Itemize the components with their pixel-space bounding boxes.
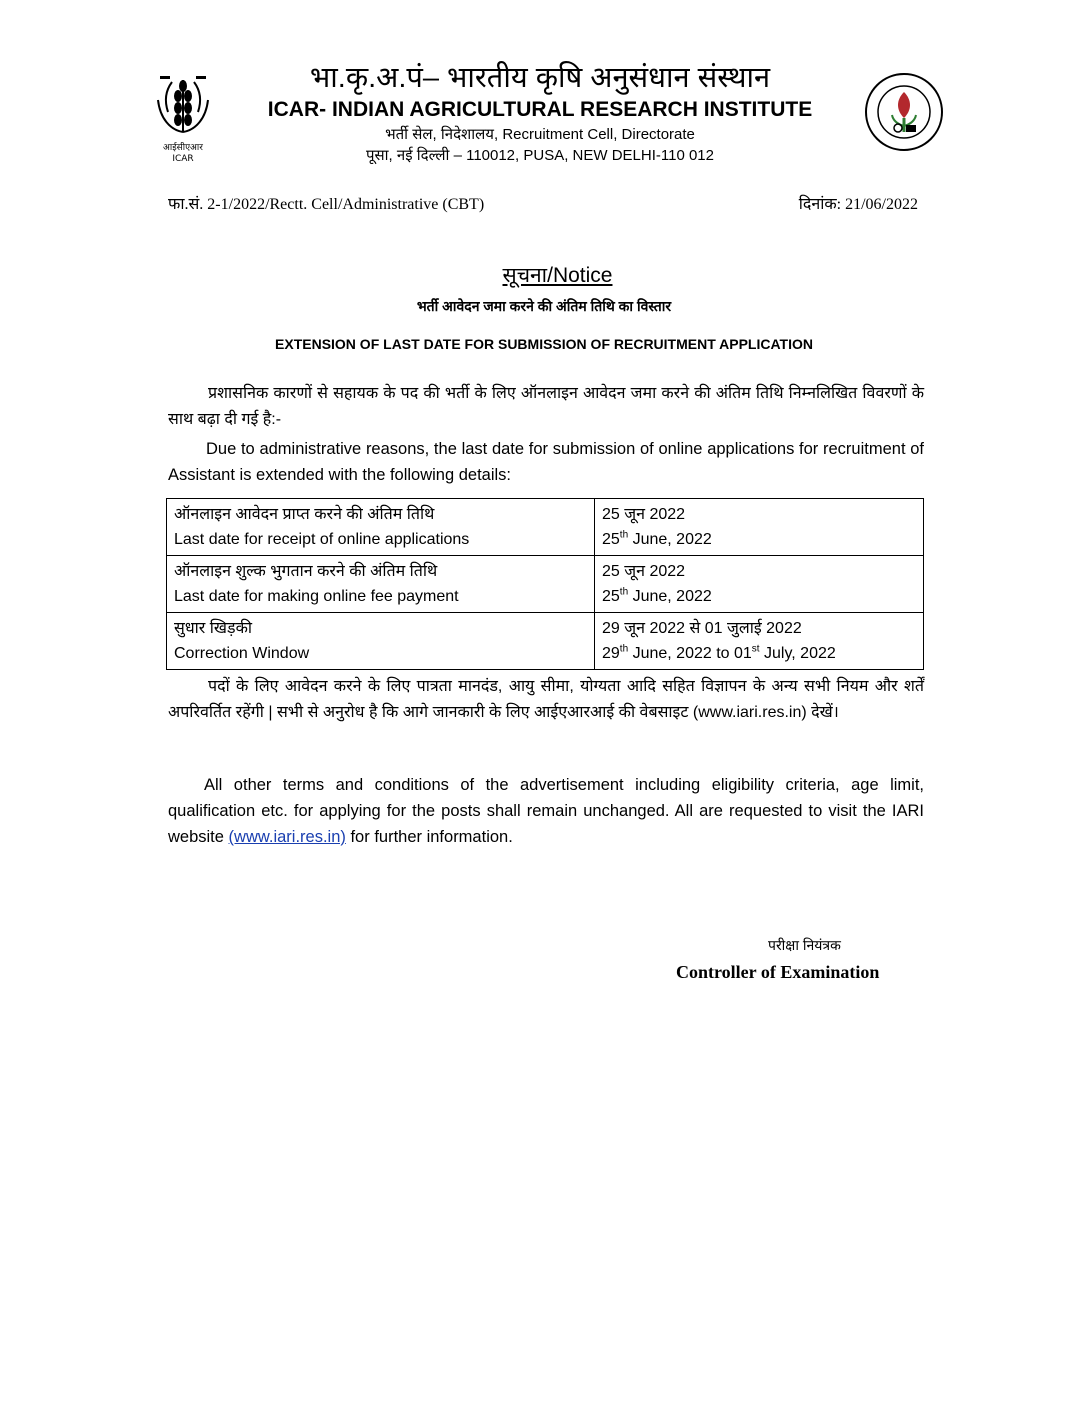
svg-text:ICAR: ICAR (172, 154, 194, 164)
notice-title: सूचना/Notice (502, 264, 613, 287)
table-cell-label (167, 499, 595, 556)
institute-english-title: ICAR- INDIAN AGRICULTURAL RESEARCH INSTITUTE (267, 98, 813, 121)
notice-hindi-subtitle: भर्ती आवेदन जमा करने की अंतिम तिथि का विस्तार (416, 298, 672, 314)
table-cell-value (595, 499, 924, 556)
value-english: 25th June, 2022 (602, 529, 712, 548)
table-cell-label (167, 556, 595, 613)
table-row (167, 556, 924, 613)
table-cell-value (595, 556, 924, 613)
reference-number: फा.सं. 2-1/2022/Rectt. Cell/Administrative (CBT) (168, 196, 485, 213)
hindi-paragraph-1: प्रशासनिक कारणों से सहायक के पद की भर्ती के लिए ऑनलाइन आवेदन जमा करने की अंतिम तिथि निम्नलिखित विवरणों के साथ बढ़ा दी गई है:- (168, 385, 924, 428)
table-row (167, 499, 924, 556)
notice-date: दिनांक: 21/06/2022 (798, 196, 918, 213)
address-line: पूसा, नई दिल्ली – 110012, PUSA, NEW DELHI-110 012 (366, 147, 714, 164)
table-row (167, 613, 924, 670)
iari-seal-icon (864, 70, 944, 154)
value-hindi: 29 जून 2022 से 01 जुलाई 2022 (602, 620, 802, 637)
hindi-paragraph-2: पदों के लिए आवेदन करने के लिए पात्रता मानदंड, आयु सीमा, योग्यता आदि सहित विज्ञापन के अन्य सभी नियम और शर्तें अपरिवर्तित रहेंगी | सभी से अनुरोध है कि आगे जानकारी के लिए आईएआरआई की वेबसाइट (www.iari.res.in) देखें। (168, 678, 924, 721)
english-paragraph-1: Due to administrative reasons, the last date for submission of online applications for recruitment of Assistant is extended with the following details: (168, 440, 924, 484)
value-hindi: 25 जून 2022 (602, 506, 686, 523)
value-english: 29th June, 2022 to 01st July, 2022 (602, 643, 836, 662)
english-paragraph-2: All other terms and conditions of the advertisement including eligibility criteria, age limit, qualification etc. for applying for the posts shall remain unchanged. All are requested to visit the IARI website (www.iari.res.in) for further information. (168, 776, 924, 846)
iari-website-link[interactable]: (www.iari.res.in) (228, 828, 346, 846)
notice-english-subtitle: EXTENSION OF LAST DATE FOR SUBMISSION OF RECRUITMENT APPLICATION (275, 336, 813, 352)
table-cell-value (595, 613, 924, 670)
label-hindi: सुधार खिड़की (174, 620, 253, 637)
label-english: Last date for receipt of online applications (174, 531, 470, 548)
svg-text:आईसीएआर: आईसीएआर (163, 143, 203, 153)
table-cell-label (167, 613, 595, 670)
wheat-emblem-icon (152, 70, 214, 166)
label-english: Correction Window (174, 645, 310, 662)
value-english: 25th June, 2022 (602, 586, 712, 605)
label-english: Last date for making online fee payment (174, 588, 459, 605)
icar-logo (152, 70, 214, 166)
iari-logo (864, 70, 944, 154)
signatory-english: Controller of Examination (676, 962, 880, 982)
label-hindi: ऑनलाइन आवेदन प्राप्त करने की अंतिम तिथि (174, 506, 435, 523)
recruitment-cell-line: भर्ती सेल, निदेशालय, Recruitment Cell, Directorate (385, 126, 695, 143)
signatory-hindi: परीक्षा नियंत्रक (768, 937, 841, 953)
value-hindi: 25 जून 2022 (602, 563, 686, 580)
dates-table (166, 498, 924, 670)
institute-hindi-title: भा.कृ.अ.पं– भारतीय कृषि अनुसंधान संस्थान (309, 62, 771, 94)
label-hindi: ऑनलाइन शुल्क भुगतान करने की अंतिम तिथि (174, 563, 438, 580)
